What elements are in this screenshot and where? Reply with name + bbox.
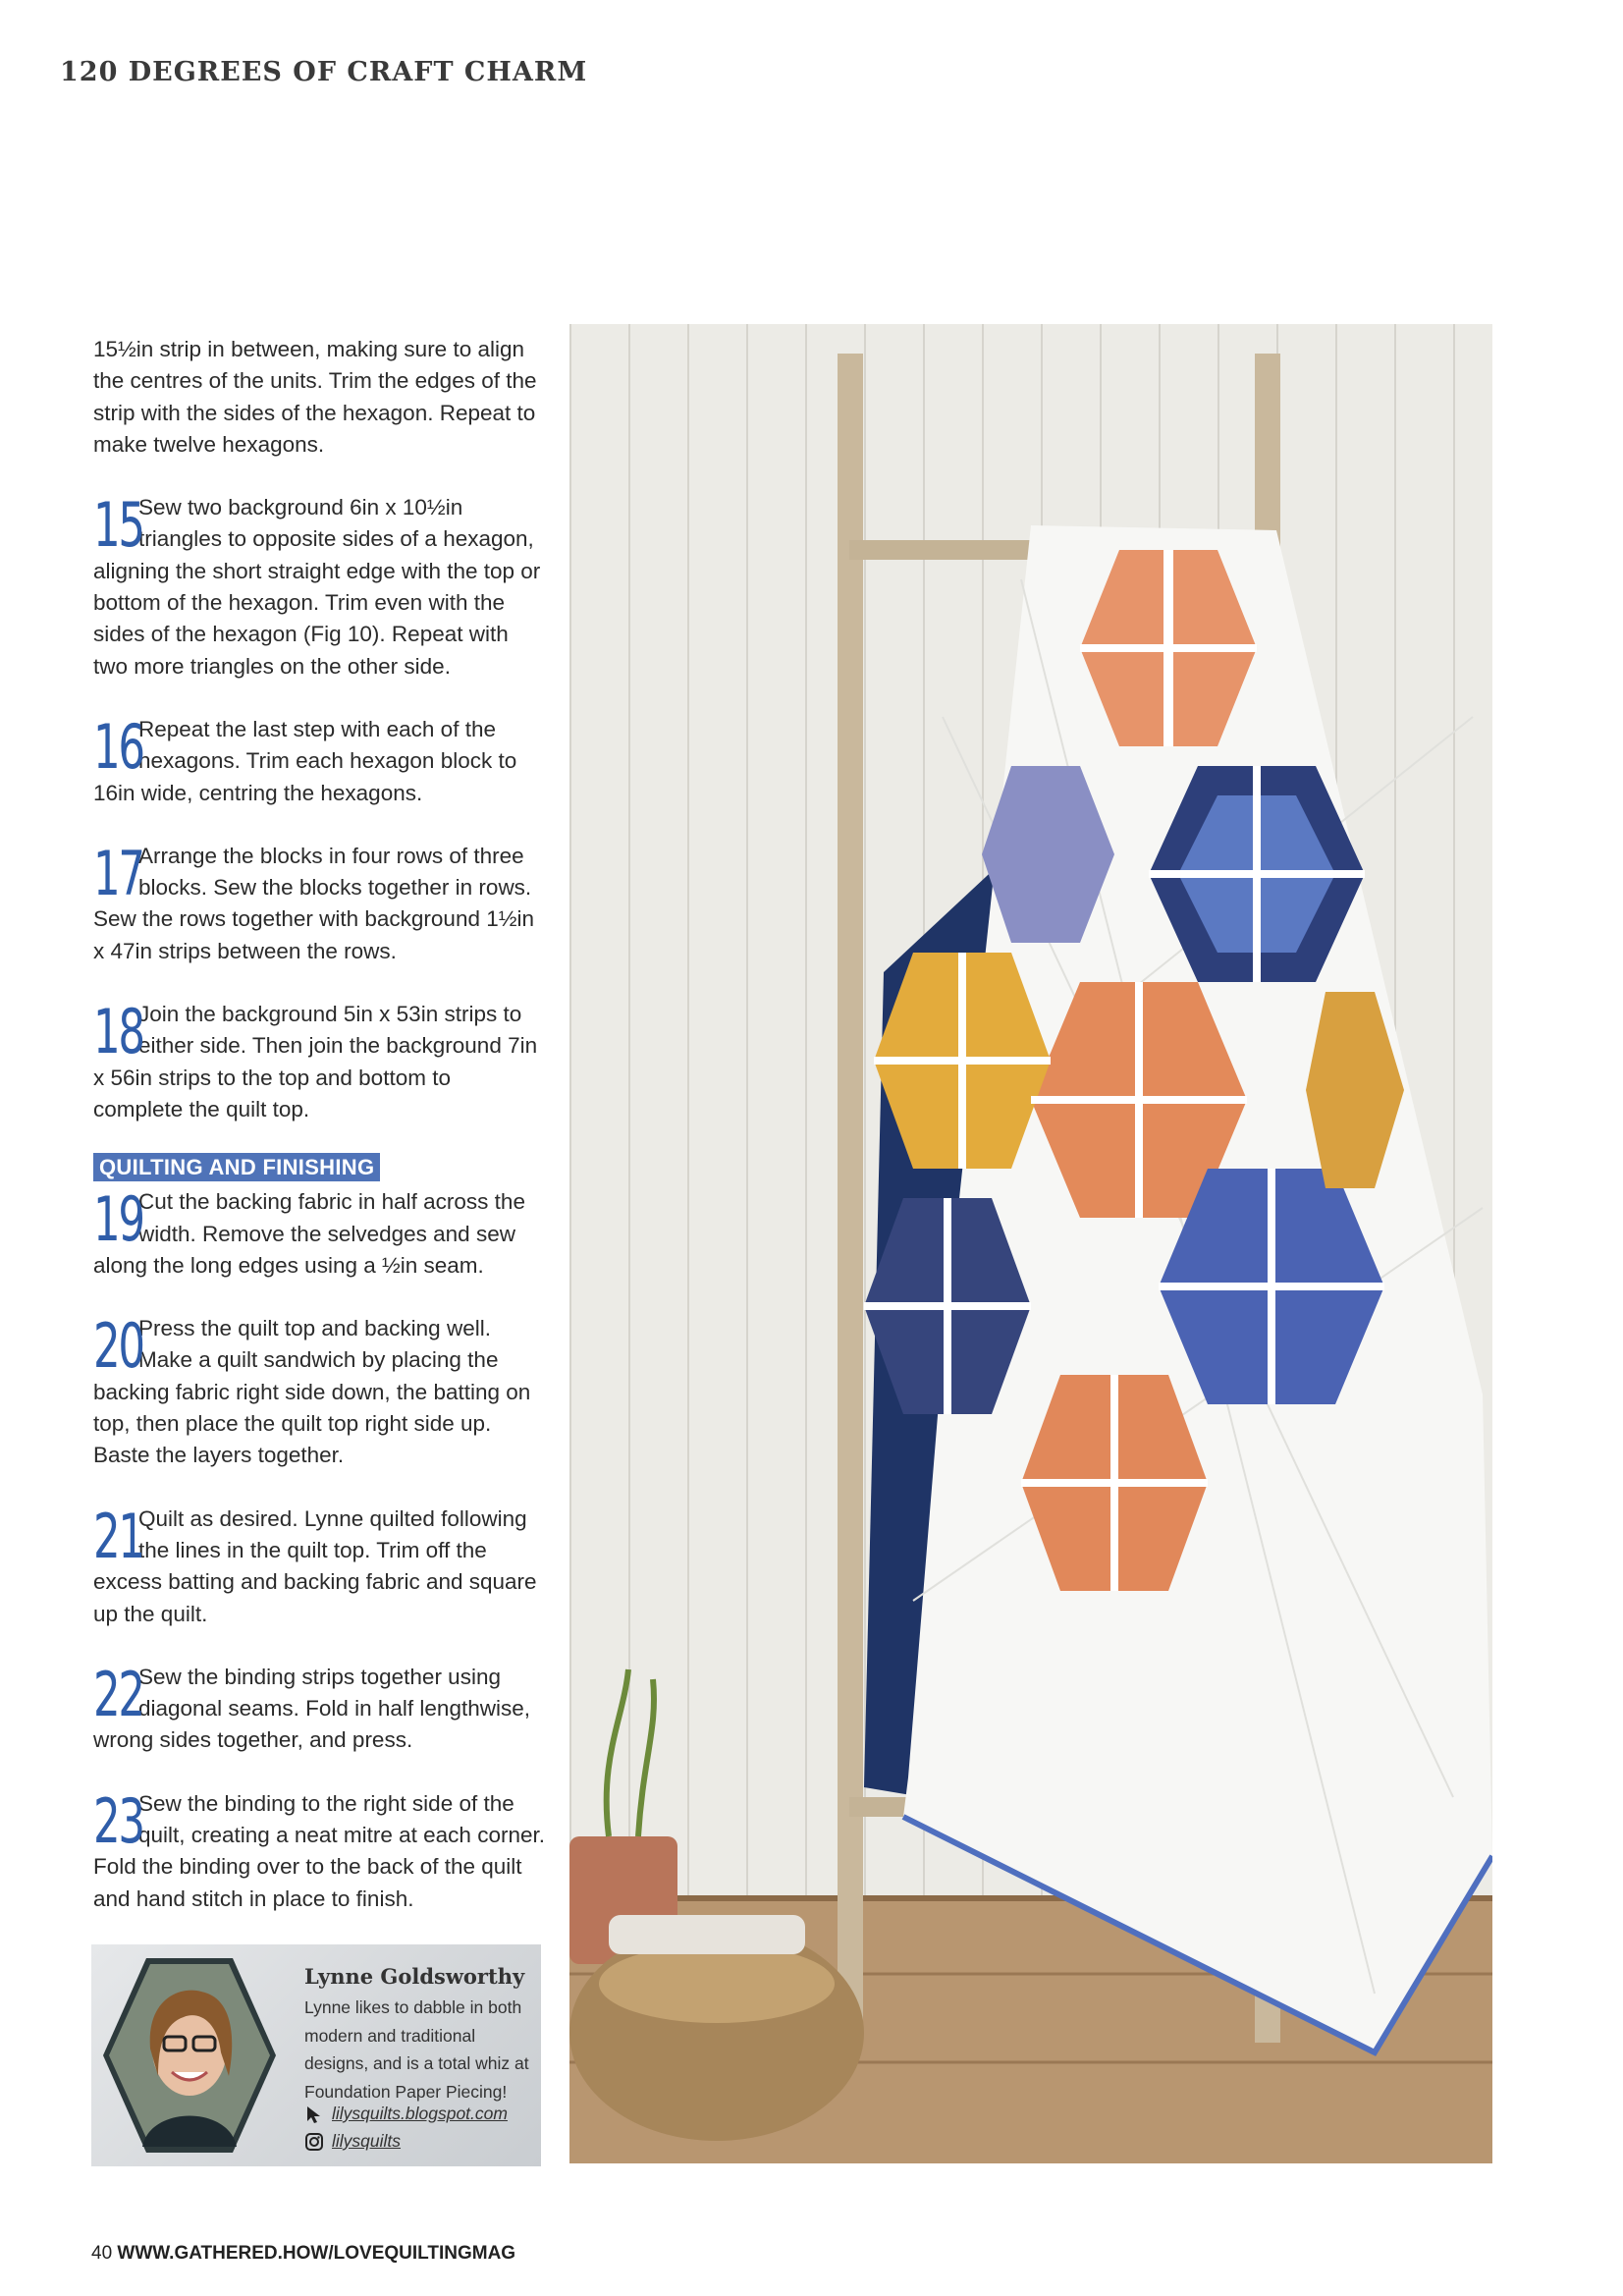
step-16 [93,710,545,809]
designer-portrait-image [103,1958,276,2153]
intro-paragraph: 15½in strip in between, making sure to align the centres of the units. Trim the edges of the strip with the sides of the hexagon. Repeat to make twelve hexagons. [93,337,537,457]
step-text: Join the background 5in x 53in strips to either side. Then join the background 7in x 56in strips to the top and bottom to complete the quilt top. [93,1002,538,1121]
step-number: 21 [93,1500,143,1572]
step-19 [93,1183,545,1282]
running-header: 120 DEGREES OF CRAFT CHARM [60,57,588,87]
step-number: 16 [93,710,143,783]
step-number: 17 [93,837,143,909]
step-text: Arrange the blocks in four rows of three blocks. Sew the blocks together in rows. Sew the rows together with background 1½in x 47in strips between the rows. [93,843,535,963]
instagram-icon [304,2132,324,2152]
step-number: 22 [93,1658,143,1730]
quilt-photo [569,324,1492,2163]
instagram-link[interactable] [304,2131,401,2152]
designer-description: Lynne likes to dabble in both modern and traditional designs, and is a total whiz at Foundation Paper Piecing! [304,1997,529,2102]
section-heading: QUILTING AND FINISHING [93,1153,380,1181]
article-column [93,334,545,1946]
footer-url[interactable]: WWW.GATHERED.HOW/LOVEQUILTINGMAG [117,2243,516,2264]
step-20 [93,1310,545,1471]
cursor-icon [304,2105,324,2124]
step-text: Sew the binding strips together using diagonal seams. Fold in half lengthwise, wrong sides together, and press. [93,1664,530,1753]
step-text: Sew the binding to the right side of the quilt, creating a neat mitre at each corner. Fold the binding over to the back of the quilt and hand stitch in place to finish. [93,1790,545,1911]
step-text: Quilt as desired. Lynne quilted following the lines in the quilt top. Trim off the excess batting and backing fabric and square up the quilt. [93,1505,537,1626]
section-heading-wrap [93,1157,545,1186]
designer-name: Lynne Goldsworthy [304,1964,525,1989]
step-number: 18 [93,996,143,1068]
instagram-link-text[interactable]: lilysquilts [332,2131,402,2151]
step-15 [93,489,545,683]
step-text: Repeat the last step with each of the hexagons. Trim each hexagon block to 16in wide, centring the hexagons. [93,716,517,805]
step-number: 20 [93,1310,143,1383]
page-number: 40 [91,2243,113,2264]
website-link[interactable] [304,2104,508,2124]
step-text: Sew two background 6in x 10½in triangles to opposite sides of a hexagon, aligning the short straight edge with the top or bottom of the hexagon. Trim even with the sides of the hexagon (Fig 10). Repeat with two more triangles on the other side. [93,495,541,679]
page-footer [91,2243,515,2265]
step-text: Press the quilt top and backing well. Make a quilt sandwich by placing the backing fabric right side down, the batting on top, then place the quilt top right side up. Baste the layers together. [93,1316,531,1468]
step-number: 23 [93,1784,143,1857]
step-17 [93,837,545,967]
step-number: 15 [93,489,143,562]
step-21 [93,1500,545,1630]
step-23 [93,1784,545,1915]
step-text: Cut the backing fabric in half across the width. Remove the selvedges and sew along the long edges using a ½in seam. [93,1189,525,1278]
website-link-text[interactable]: lilysquilts.blogspot.com [332,2104,508,2123]
step-number: 19 [93,1183,143,1256]
step-22 [93,1658,545,1757]
step-18 [93,996,545,1125]
designer-bio-box [91,1944,541,2166]
